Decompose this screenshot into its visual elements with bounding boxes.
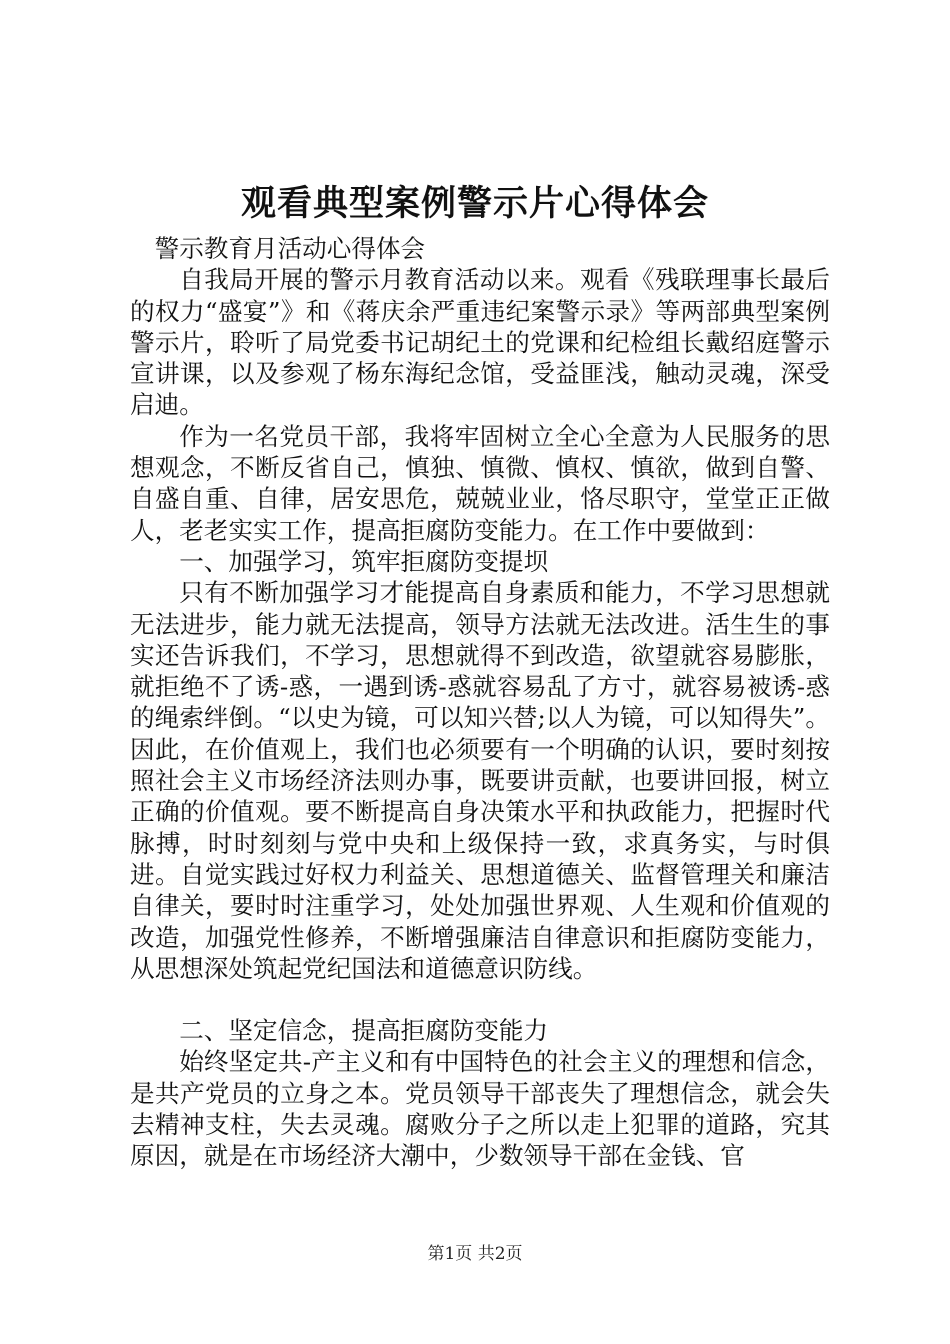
document-subtitle: 警示教育月活动心得体会 <box>154 234 426 263</box>
document-body <box>130 233 830 1172</box>
paragraph-intro: 自我局开展的警示月教育活动以来。观看《残联理事长最后的权力“盛宴”》和《蒋庆余严重违纪案警示录》等两部典型案例警示片，聆听了局党委书记胡纪土的党课和纪检组长戴绍庭警示宣讲课，以及参观了杨东海纪念馆，受益匪浅，触动灵魂，深受启迪。 <box>130 265 830 420</box>
section-body-1: 只有不断加强学习才能提高自身素质和能力，不学习思想就无法进步，能力就无法提高，领导方法就无法改进。活生生的事实还告诉我们，不学习，思想就得不到改造，欲望就容易膨胀，就拒绝不了诱-惑，一遇到诱-惑就容易乱了方寸，就容易被诱-惑的绳索绊倒。“以史为镜，可以知兴替;以人为镜，可以知得失”。因此，在价值观上，我们也必须要有一个明确的认识，要时刻按照社会主义市场经济法则办事，既要讲贡献，也要讲回报，树立正确的价值观。要不断提高自身决策水平和执政能力，把握时代脉搏，时时刻刻与党中央和上级保持一致，求真务实，与时俱进。自觉实践过好权力利益关、思想道德关、监督管理关和廉洁自律关，要时时注重学习，处处加强世界观、人生观和价值观的改造，加强党性修养，不断增强廉洁自律意识和拒腐防变能力，从思想深处筑起党纪国法和道德意识防线。 <box>130 578 830 983</box>
paragraph-commitment: 作为一名党员干部，我将牢固树立全心全意为人民服务的思想观念，不断反省自己，慎独、慎微、慎权、慎欲，做到自警、自盛自重、自律，居安思危，兢兢业业，恪尽职守，堂堂正正做人，老老实实工作，提高拒腐防变能力。在工作中要做到： <box>130 421 830 545</box>
section-heading-1: 一、加强学习，筑牢拒腐防变提坝 <box>179 546 549 576</box>
page-number-footer: 第1页 共2页 <box>427 1244 523 1264</box>
section-body-2: 始终坚定共-产主义和有中国特色的社会主义的理想和信念，是共产党员的立身之本。党员领导干部丧失了理想信念，就会失去精神支柱，失去灵魂。腐败分子之所以走上犯罪的道路，究其原因，就是在市场经济大潮中，少数领导干部在金钱、官 <box>130 1047 830 1171</box>
paragraph-gap <box>130 984 830 1015</box>
section-heading-2: 二、坚定信念，提高拒腐防变能力 <box>179 1016 549 1046</box>
document-title: 观看典型案例警示片心得体会 <box>240 183 709 224</box>
